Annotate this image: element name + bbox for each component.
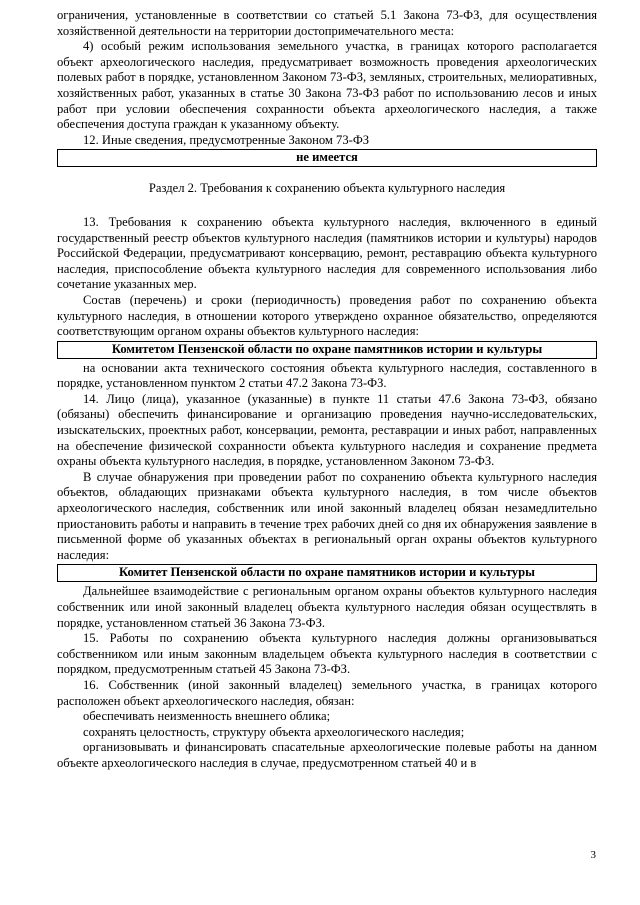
paragraph: 12. Иные сведения, предусмотренные Законом 73-ФЗ [83, 132, 370, 147]
paragraph: В случае обнаружения при проведении работ по сохранению объекта культурного наследия объектов, обладающих признаками объекта культурного наследия, в том числе объектов археологического наследия, собственник или иной законный владелец обязан незамедлительно приостановить работы и направить в течение трех рабочих дней со дня их обнаружения заявление в письменной форме об указанных объектах в региональный орган охраны объектов культурного наследия: [57, 469, 597, 562]
paragraph: обеспечивать неизменность внешнего облика; [83, 709, 331, 724]
paragraph: 14. Лицо (лица), указанное (указанные) в пункте 11 статьи 47.6 Закона 73-ФЗ, обязано (обязаны) обеспечить финансирование и организацию проведения научно-исследовательских, изыскательских, проектных работ, консервации, ремонта, реставрации и иных работ, направленных на обеспечение физической сохранности объекта культурного наследия и сохранение предмета охраны объекта культурного наследия, в порядке, установленном Законом 73-ФЗ. [57, 391, 597, 469]
paragraph: сохранять целостность, структуру объекта археологического наследия; [83, 724, 465, 739]
paragraph: Состав (перечень) и сроки (периодичность) проведения работ по сохранению объекта культурного наследия, в отношении которого утверждено охранное обязательство, определяются соответствующим органом охраны объектов культурного наследия: [57, 292, 597, 339]
boxed-field-committee: Комитетом Пензенской области по охране памятников истории и культуры [57, 341, 597, 359]
boxed-field-committee: Комитет Пензенской области по охране памятников истории и культуры [57, 564, 597, 582]
paragraph: 13. Требования к сохранению объекта культурного наследия, включенного в единый государственный реестр объектов культурного наследия (памятников истории и культуры) народов Российской Федерации, предусматривают консервацию, ремонт, реставрацию объекта культурного наследия, приспособление объекта культурного наследия для современного использования либо сочетание указанных мер. [57, 214, 597, 292]
paragraph: 15. Работы по сохранению объекта культурного наследия должны организовываться собственником или иным законным владельцем объекта культурного наследия в соответствии с порядком, предусмотренным статьей 45 Закона 73-ФЗ. [57, 631, 597, 677]
boxed-field-none: не имеется [57, 149, 597, 167]
paragraph: Дальнейшее взаимодействие с региональным органом охраны объектов культурного наследия собственник или иной законный владелец объекта культурного наследия обязан осуществлять в порядке, установленном статьей 36 Закона 73-ФЗ. [57, 584, 597, 630]
paragraph: 16. Собственник (иной законный владелец) земельного участка, в границах которого расположен объект археологического наследия, обязан: [57, 677, 597, 708]
paragraph: ограничения, установленные в соответствии со статьей 5.1 Закона 73-ФЗ, для осуществления хозяйственной деятельности на территории достопримечательного места: [57, 8, 597, 38]
paragraph: 4) особый режим использования земельного участка, в границах которого располагается объект археологического наследия, предусматривает возможность проведения археологических полевых работ в порядке, установленном Законом 73-ФЗ, земляных, строительных, мелиоративных, хозяйственных работ, указанных в статье 30 Закона 73-ФЗ работ по использованию лесов и иных работ при условии обеспечения сохранности объекта археологического наследия, а также обеспечения доступа граждан к указанному объекту. [57, 39, 597, 132]
section-title: Раздел 2. Требования к сохранению объекта культурного наследия [148, 181, 506, 196]
paragraph: организовывать и финансировать спасательные археологические полевые работы на данном объекте археологического наследия в случае, предусмотренном статьей 40 и в [57, 740, 597, 770]
document-body [57, 8, 597, 772]
page-number: 3 [590, 849, 596, 861]
paragraph: на основании акта технического состояния объекта культурного наследия, составленного в порядке, установленном пунктом 2 статьи 47.2 Закона 73-ФЗ. [57, 360, 597, 391]
